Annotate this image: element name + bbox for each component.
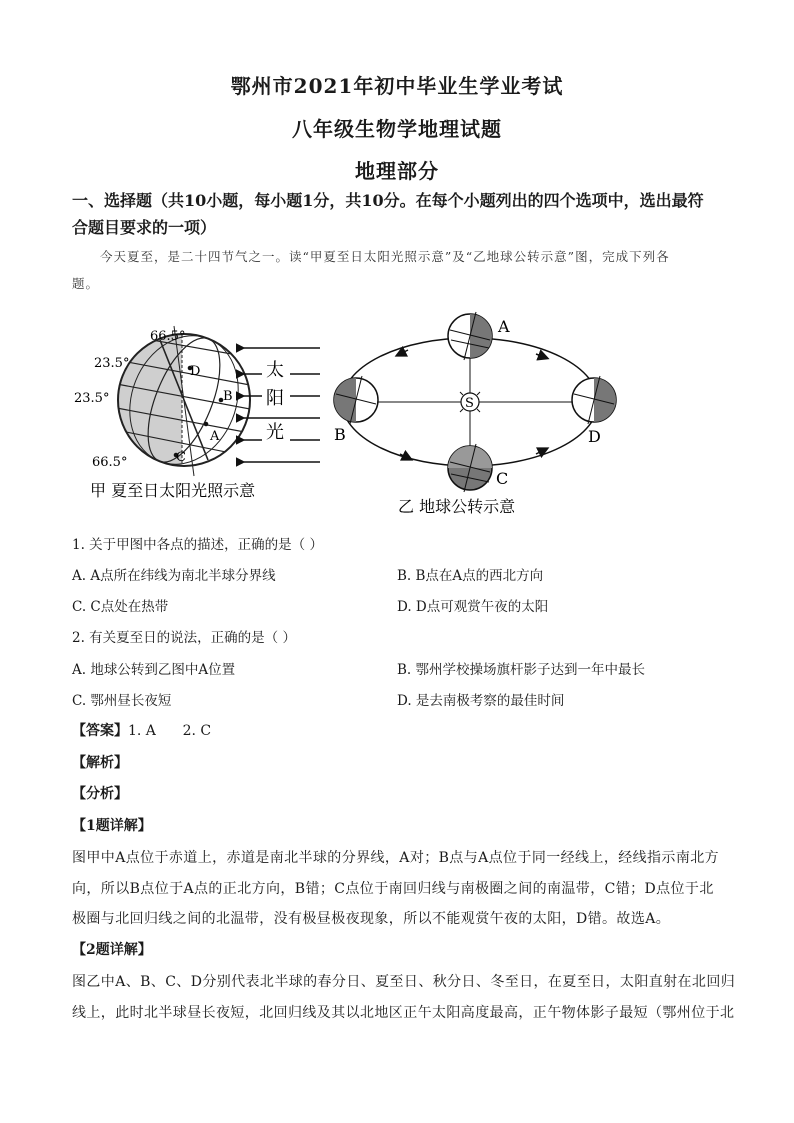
figure-jia-caption: 甲 夏至日太阳光照示意 (90, 481, 256, 500)
position-a-label: A (498, 317, 510, 336)
figure-yi-caption: 乙 地球公转示意 (398, 497, 516, 516)
detail1-line3: 极圈与北回归线之间的北温带，没有极昼极夜现象，所以不能观赏午夜的太阳，D错。故选A。 (72, 911, 671, 927)
q2-option-b: B. 鄂州学校操场旗杆影子达到一年中最长 (397, 662, 646, 678)
point-d-label: D (190, 364, 201, 379)
intro-line1: 今天夏至，是二十四节气之一。读“甲夏至日太阳光照示意”及“乙地球公转示意”图，完成下列各 (100, 249, 670, 264)
lat-665-bottom-label: 66.5° (92, 455, 128, 470)
fenxi-tag: 【分析】 (72, 786, 128, 802)
sun-label: S (465, 396, 474, 411)
point-a-label: A (210, 429, 220, 444)
point-b-label: B (223, 389, 233, 404)
detail2-line1: 图乙中A、B、C、D分别代表北半球的春分日、夏至日、秋分日、冬至日，在夏至日，太阳直射在北回归 (72, 974, 736, 990)
part1-heading-line1: 一、选择题（共10小题，每小题1分，共10分。在每个小题列出的四个选项中，选出最符 (72, 191, 704, 210)
earth-position-c (448, 444, 492, 492)
q1-stem: 1. 关于甲图中各点的描述，正确的是（ ） (72, 537, 323, 553)
answer-text: 1. A 2. C (128, 723, 212, 739)
exam-title: 鄂州市2021年初中毕业生学业考试 (230, 74, 564, 98)
answer-line (72, 720, 211, 740)
answer-tag: 【答案】 (72, 723, 128, 739)
q1-option-c: C. C点处在热带 (72, 599, 169, 615)
position-b-label: B (334, 425, 346, 444)
sun-char-tai: 太 (266, 360, 284, 381)
position-d-label: D (588, 427, 601, 446)
q2-option-a: A. 地球公转到乙图中A位置 (72, 662, 236, 678)
analysis-tag: 【解析】 (72, 755, 128, 771)
detail1-line2: 向，所以B点位于A点的正北方向，B错；C点位于南回归线与南极圈之间的南温带，C错；D点位于北 (72, 881, 714, 897)
position-c-label: C (496, 469, 509, 488)
lat-235-bottom-label: 23.5° (74, 391, 110, 406)
q1-option-d: D. D点可观赏午夜的太阳 (397, 599, 549, 615)
lat-665-top-label: 66.5° (150, 329, 186, 344)
figure-yi-earth-revolution (326, 308, 626, 518)
section-title: 地理部分 (355, 159, 439, 183)
q1-option-b: B. B点在A点的西北方向 (397, 568, 544, 584)
q2-option-c: C. 鄂州昼长夜短 (72, 693, 172, 709)
sun-char-guang: 光 (266, 422, 284, 443)
earth-position-a (448, 312, 492, 360)
sunlight-rays (236, 340, 322, 470)
point-c-label: C (176, 450, 186, 465)
detail2-line2: 线上，此时北半球昼长夜短，北回归线及其以北地区正午太阳高度最高，正午物体影子最短（鄂州位于北 (72, 1005, 735, 1021)
detail1-tag: 【1题详解】 (72, 818, 152, 834)
part1-heading-line2: 合题目要求的一项） (72, 218, 217, 237)
intro-line2: 题。 (72, 276, 100, 291)
q2-option-d: D. 是去南极考察的最佳时间 (397, 693, 565, 709)
earth-position-d (572, 376, 616, 424)
detail2-tag: 【2题详解】 (72, 942, 152, 958)
exam-subtitle: 八年级生物学地理试题 (292, 117, 502, 141)
q2-stem: 2. 有关夏至日的说法，正确的是（ ） (72, 630, 296, 646)
lat-235-top-label: 23.5° (94, 356, 130, 371)
detail1-line1: 图甲中A点位于赤道上，赤道是南北半球的分界线，A对；B点与A点位于同一经线上，经线指示南北方 (72, 850, 720, 866)
earth-position-b (334, 376, 378, 424)
q1-option-a: A. A点所在纬线为南北半球分界线 (72, 568, 276, 584)
sun-char-yang: 阳 (266, 388, 284, 409)
